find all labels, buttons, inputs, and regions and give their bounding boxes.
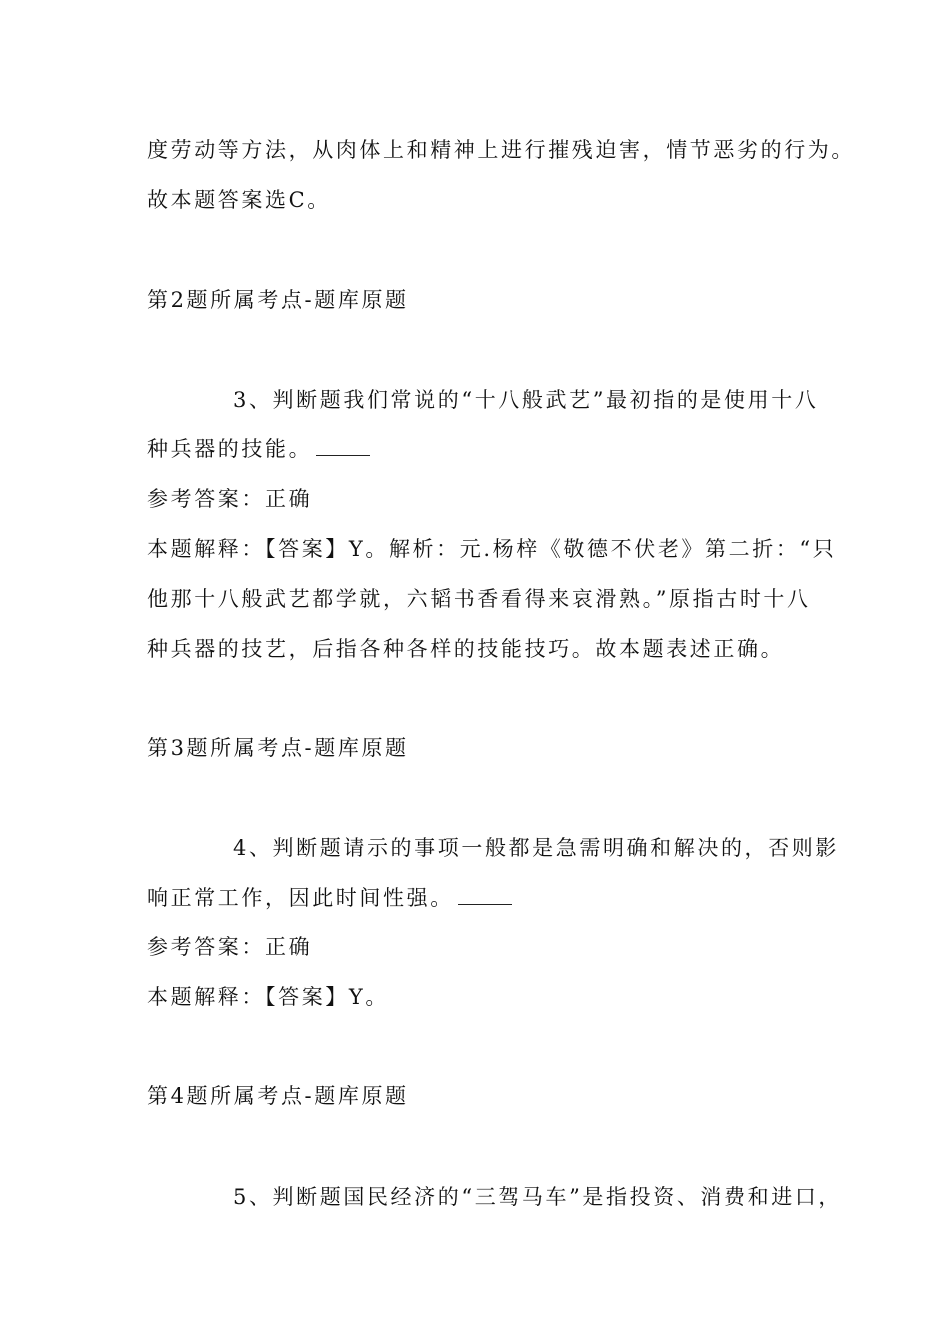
question-source-3: 第3题所属考点-题库原题	[147, 736, 409, 760]
question-5-text: 5、判断题国民经济的“三驾马车”是指投资、消费和进口，	[233, 1185, 843, 1209]
question-3-text-tail: 种兵器的技能。	[147, 437, 313, 461]
question-4-text-tail: 响正常工作，因此时间性强。	[147, 886, 454, 910]
text-line: 度劳动等方法，从肉体上和精神上进行摧残迫害，情节恶劣的行为。	[147, 138, 855, 162]
question-3-explanation-end: 种兵器的技艺，后指各种各样的技能技巧。故本题表述正确。	[147, 637, 785, 661]
question-3-explanation: 本题解释：【答案】Y。解析：元.杨梓《敬德不伏老》第二折：“只	[147, 537, 837, 561]
question-4-explanation: 本题解释：【答案】Y。	[147, 985, 389, 1009]
question-3-text-cont	[147, 434, 370, 464]
answer-blank	[316, 437, 370, 456]
question-source-2: 第2题所属考点-题库原题	[147, 288, 409, 312]
answer-blank	[458, 886, 512, 905]
question-3-explanation-cont: 他那十八般武艺都学就，六韬书香看得来哀滑熟。”原指古时十八	[147, 587, 811, 611]
question-4-text-cont	[147, 883, 512, 913]
question-3-text: 3、判断题我们常说的“十八般武艺”最初指的是使用十八	[233, 388, 819, 412]
question-source-4: 第4题所属考点-题库原题	[147, 1084, 409, 1108]
question-4-text: 4、判断题请示的事项一般都是急需明确和解决的，否则影	[233, 836, 839, 860]
question-4-reference-answer: 参考答案：正确	[147, 935, 313, 959]
answer-conclusion: 故本题答案选C。	[147, 188, 331, 212]
question-3-reference-answer: 参考答案：正确	[147, 487, 313, 511]
